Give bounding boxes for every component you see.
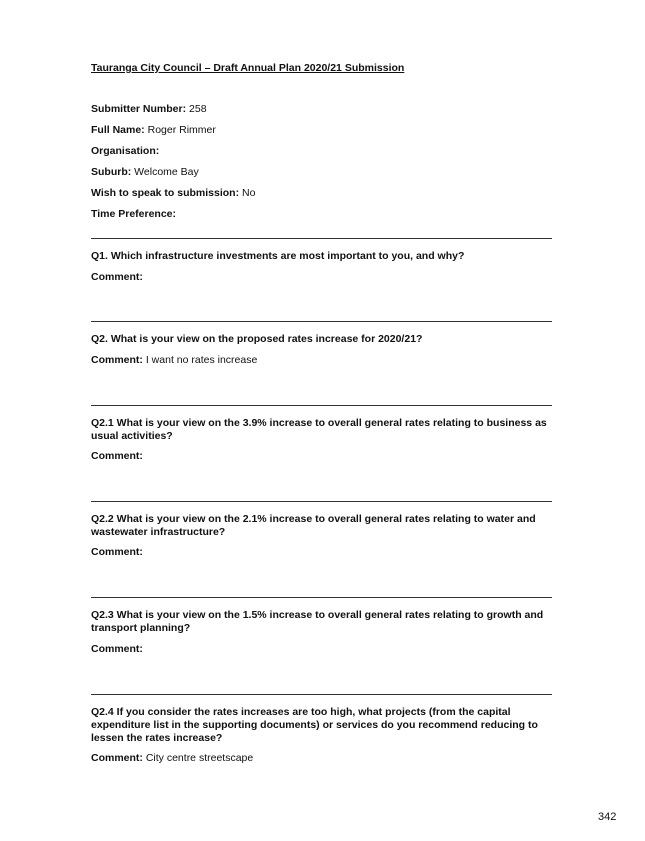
- question-q2: Q2. What is your view on the proposed rates increase for 2020/21?: [91, 333, 423, 345]
- time-preference-label: Time Preference:: [91, 208, 177, 220]
- question-q2-2: Q2.2 What is your view on the 2.1% increase to overall general rates relating to water and wastewater infrastructure?: [91, 513, 536, 538]
- question-q2-1: Q2.1 What is your view on the 3.9% increase to overall general rates relating to business as usual activities?: [91, 417, 547, 442]
- comment-label: Comment:: [91, 271, 143, 283]
- full-name-value: Roger Rimmer: [147, 124, 216, 136]
- organisation-label: Organisation:: [91, 145, 160, 157]
- divider: [91, 597, 552, 598]
- comment-row: [91, 450, 143, 463]
- divider: [91, 694, 552, 695]
- suburb-label: Suburb:: [91, 166, 132, 178]
- full-name-row: [91, 124, 216, 137]
- comment-row: [91, 752, 253, 765]
- divider: [91, 321, 552, 322]
- question-q1: Q1. Which infrastructure investments are most important to you, and why?: [91, 250, 465, 262]
- full-name-label: Full Name:: [91, 124, 145, 136]
- submitter-number-row: [91, 103, 207, 116]
- question-q2-4: Q2.4 If you consider the rates increases are too high, what projects (from the capital expenditure list in the supporting documents) or services do you recommend reducing to lessen the rates increase?: [91, 706, 538, 744]
- divider: [91, 501, 552, 502]
- comment-label: Comment:: [91, 546, 143, 558]
- comment-row: [91, 354, 257, 367]
- comment-row: [91, 271, 143, 284]
- submitter-number-value: 258: [189, 103, 207, 115]
- page-number: 342: [598, 811, 617, 823]
- comment-label: Comment:: [91, 752, 143, 764]
- speak-label: Wish to speak to submission:: [91, 187, 240, 199]
- comment-label: Comment:: [91, 450, 143, 462]
- divider: [91, 238, 552, 239]
- speak-value: No: [242, 187, 256, 199]
- comment-value: City centre streetscape: [145, 752, 254, 764]
- comment-row: [91, 643, 143, 656]
- organisation-row: [91, 145, 159, 158]
- divider: [91, 405, 552, 406]
- comment-row: [91, 546, 143, 559]
- comment-label: Comment:: [91, 354, 143, 366]
- time-preference-row: [91, 208, 176, 221]
- comment-label: Comment:: [91, 643, 143, 655]
- suburb-value: Welcome Bay: [134, 166, 199, 178]
- speak-row: [91, 187, 255, 200]
- question-q2-3: Q2.3 What is your view on the 1.5% increase to overall general rates relating to growth and transport planning?: [91, 609, 544, 634]
- suburb-row: [91, 166, 199, 179]
- document-title: Tauranga City Council – Draft Annual Plan 2020/21 Submission: [91, 62, 405, 74]
- comment-value: I want no rates increase: [145, 354, 258, 366]
- submitter-number-label: Submitter Number:: [91, 103, 187, 115]
